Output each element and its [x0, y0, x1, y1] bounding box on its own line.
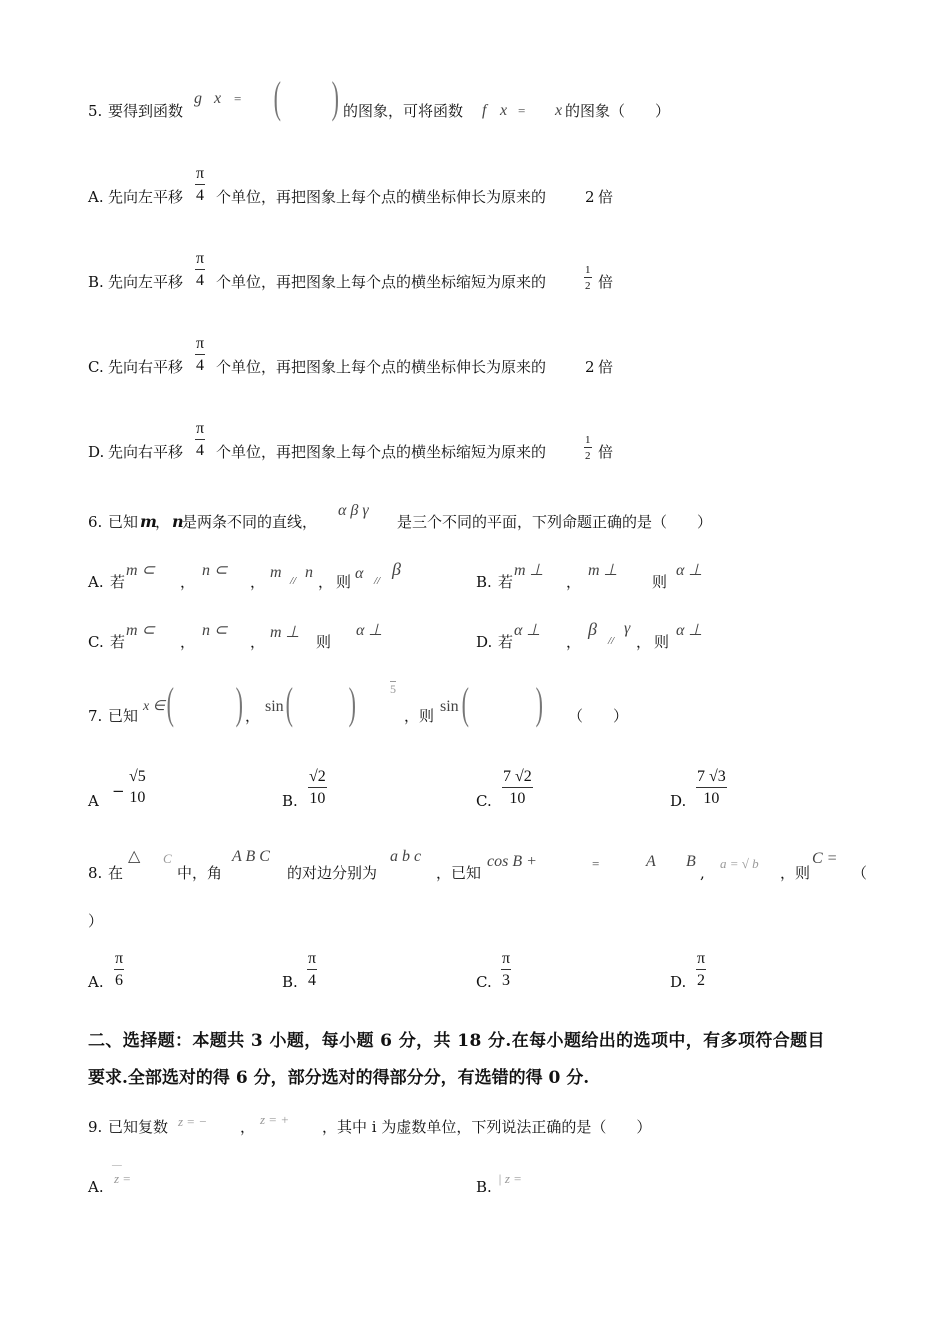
if-text: 若 [110, 573, 126, 591]
option-label: D. [88, 443, 105, 461]
one-half [584, 434, 592, 462]
math: B [686, 853, 696, 870]
math: z = [114, 1171, 132, 1186]
denominator: 4 [196, 442, 205, 459]
option-text: 个单位，再把图象上每个点的横坐标缩短为原来的 [216, 443, 547, 461]
option-text: 先向左平移 [108, 273, 184, 291]
right-paren: ) [235, 679, 243, 728]
math: C [163, 851, 172, 866]
factor: 2 [585, 188, 595, 206]
denominator: 10 [309, 790, 326, 807]
q8-stem4: ，已知 [436, 864, 482, 882]
q6-number: 6. [88, 513, 103, 531]
denominator: 10 [129, 789, 146, 806]
q5-feq: = [518, 103, 526, 118]
comma: ， [566, 633, 582, 651]
sin: sin [440, 698, 459, 715]
pi-over-4 [195, 250, 205, 290]
option-text: 先向右平移 [108, 358, 184, 376]
math: β [588, 619, 597, 639]
math: n ⊂ [202, 622, 228, 639]
C-equals: C = [812, 850, 838, 867]
comma: ， [240, 1118, 256, 1136]
option-text: 倍 [598, 358, 614, 376]
z2-expr: z = + [260, 1112, 290, 1127]
q5-x: x [214, 90, 222, 107]
option-text: 倍 [598, 443, 614, 461]
option-label: C. [88, 633, 104, 651]
q8-stem: 在 [108, 864, 124, 882]
q5-eq: = [234, 91, 242, 106]
left-paren: ( [461, 679, 469, 728]
option-label: D. [670, 973, 687, 991]
numerator: 1 [585, 434, 591, 446]
section-heading-line: 二、选择题：本题共 3 小题，每小题 6 分，共 18 分.在每小题给出的选项中，有多项符合题目 [88, 1031, 825, 1051]
comma: ， [180, 573, 196, 591]
math: m ⊥ [588, 562, 618, 579]
option-label: D. [670, 792, 687, 810]
condition: a = √ b [720, 856, 759, 871]
pi-over-4 [195, 335, 205, 375]
if-text: 若 [110, 633, 126, 651]
q5-f: f [482, 102, 487, 119]
comma: ， [636, 633, 652, 651]
q9-number: 9. [88, 1118, 103, 1136]
pi-over-4 [195, 165, 205, 205]
option-label: C. [476, 792, 492, 810]
comma: ， [318, 573, 334, 591]
fraction-fragment: 5 [390, 682, 396, 696]
left-paren: ( [166, 679, 174, 728]
denominator: 4 [196, 357, 205, 374]
q6-greek: α β γ [338, 502, 369, 519]
q5-fx: x [500, 102, 508, 119]
numerator: π [501, 950, 511, 970]
math: n [305, 564, 313, 581]
factor: 2 [585, 358, 595, 376]
q6-n: n [172, 512, 184, 531]
denominator: 4 [196, 272, 205, 289]
fraction [308, 768, 327, 808]
math: m ⊂ [126, 562, 155, 579]
q6-stem3: 是三个不同的平面，下列命题正确的是（ ） [397, 513, 713, 531]
q5-stem3: 的图象（ ） [565, 102, 671, 120]
pi-over-4 [195, 420, 205, 460]
answer-paren: （ ） [568, 707, 629, 725]
denominator: 4 [196, 187, 205, 204]
angles-abc: A B C [232, 848, 270, 865]
math: α ⊥ [514, 622, 541, 639]
then-text: ，则 [404, 707, 435, 725]
math: m [270, 564, 282, 581]
option-label: A. [88, 973, 104, 991]
math: α ⊥ [676, 562, 703, 579]
comma: ， [180, 633, 196, 651]
denominator: 4 [308, 972, 317, 989]
cos-expr: cos B + [487, 853, 537, 870]
math: α [355, 565, 364, 582]
q7-stem: 已知 [108, 707, 139, 725]
math: // [608, 635, 615, 647]
q5-g: g [194, 90, 202, 107]
option-text: 倍 [598, 273, 614, 291]
section-heading-line: 要求.全部选对的得 6 分，部分选对的得部分分，有选错的得 0 分. [88, 1068, 590, 1088]
q9-stem2: ，其中 i 为虚数单位，下列说法正确的是（ ） [322, 1118, 652, 1136]
numerator: √2 [308, 768, 327, 788]
then-text: 则 [336, 573, 352, 591]
numerator: π [195, 165, 205, 185]
fraction [696, 768, 727, 808]
one-half [584, 264, 592, 292]
fraction [307, 950, 317, 990]
then-text: 则 [316, 633, 332, 651]
if-text: 若 [498, 573, 514, 591]
fraction [501, 950, 511, 990]
q9-stem: 已知复数 [108, 1118, 169, 1136]
option-text: 个单位，再把图象上每个点的横坐标缩短为原来的 [216, 273, 547, 291]
fraction [128, 768, 147, 807]
q8-stem2: 中，角 [177, 864, 223, 882]
math: // [290, 575, 297, 587]
sides-abc: a b c [390, 848, 422, 865]
if-text: 若 [498, 633, 514, 651]
q7-x-in: x ∈ [143, 699, 165, 714]
option-text: 先向左平移 [108, 188, 184, 206]
math: γ [624, 620, 631, 637]
then-text: ，则 [780, 864, 811, 882]
option-label: A. [88, 188, 104, 206]
math: α ⊥ [676, 622, 703, 639]
open-paren: （ [852, 864, 868, 882]
denominator: 10 [509, 790, 526, 807]
option-label: A. [88, 1178, 104, 1196]
fraction [696, 950, 706, 990]
triangle-symbol: △ [128, 848, 141, 865]
numerator: π [696, 950, 706, 970]
math: m ⊂ [126, 622, 155, 639]
option-text: 倍 [598, 188, 614, 206]
fraction [502, 768, 533, 808]
then-text: 则 [654, 633, 670, 651]
then-text: 则 [652, 573, 668, 591]
right-paren: ) [535, 679, 543, 728]
comma: ， [250, 633, 266, 651]
q6-sep: ， [155, 513, 171, 531]
option-label: A [88, 792, 99, 810]
q5-right-paren: ) [331, 73, 339, 122]
option-label: B. [282, 792, 298, 810]
comma: ， [566, 573, 582, 591]
conjugate-bar: — [112, 1159, 122, 1171]
numerator: π [307, 950, 317, 970]
option-label: A. [88, 573, 104, 591]
numerator: π [114, 950, 124, 970]
option-label: D. [476, 633, 493, 651]
denominator: 3 [502, 972, 511, 989]
numerator: 1 [585, 264, 591, 276]
q8-number: 8. [88, 864, 103, 882]
comma: ， [245, 707, 261, 725]
denominator: 10 [703, 790, 720, 807]
q6-stem: 已知 [108, 513, 139, 531]
q5-number: 5. [88, 102, 103, 120]
numerator: 7 √2 [502, 768, 533, 788]
denominator: 6 [115, 972, 124, 989]
math: m ⊥ [270, 624, 300, 641]
denominator: 2 [585, 280, 591, 292]
right-paren: ) [348, 679, 356, 728]
close-paren: ） [88, 912, 104, 930]
q6-m: m [140, 512, 157, 531]
q8-stem3: 的对边分别为 [287, 864, 378, 882]
left-paren: ( [285, 679, 293, 728]
math: β [392, 559, 401, 579]
q7-number: 7. [88, 707, 103, 725]
option-label: B. [282, 973, 298, 991]
q5-stem2: 的图象，可将函数 [343, 102, 464, 120]
option-label: C. [88, 358, 104, 376]
math: A [646, 853, 656, 870]
denominator: 2 [585, 450, 591, 462]
comma: ， [250, 573, 266, 591]
z1-expr: z = − [178, 1114, 208, 1129]
option-label: B. [88, 273, 104, 291]
q5-left-paren: ( [273, 73, 281, 122]
numerator: π [195, 335, 205, 355]
math: m ⊥ [514, 562, 544, 579]
option-text: 个单位，再把图象上每个点的横坐标伸长为原来的 [216, 358, 547, 376]
numerator: π [195, 250, 205, 270]
math: // [374, 575, 381, 587]
denominator: 2 [697, 972, 706, 989]
numerator: 7 √3 [696, 768, 727, 788]
equals: = [592, 856, 600, 871]
option-label: B. [476, 1178, 492, 1196]
option-label: C. [476, 973, 492, 991]
numerator: √5 [129, 768, 146, 785]
numerator: π [195, 420, 205, 440]
q5-stem: 要得到函数 [108, 102, 184, 120]
fraction [114, 950, 124, 990]
math: | z = [498, 1171, 522, 1186]
math: n ⊂ [202, 562, 228, 579]
option-text: 先向右平移 [108, 443, 184, 461]
sin: sin [265, 698, 284, 715]
q5-x2: x [555, 102, 563, 119]
option-label: B. [476, 573, 492, 591]
option-text: 个单位，再把图象上每个点的横坐标伸长为原来的 [216, 188, 547, 206]
q6-stem2: 是两条不同的直线， [182, 513, 318, 531]
minus-sign: − [112, 782, 125, 800]
math: α ⊥ [356, 622, 383, 639]
